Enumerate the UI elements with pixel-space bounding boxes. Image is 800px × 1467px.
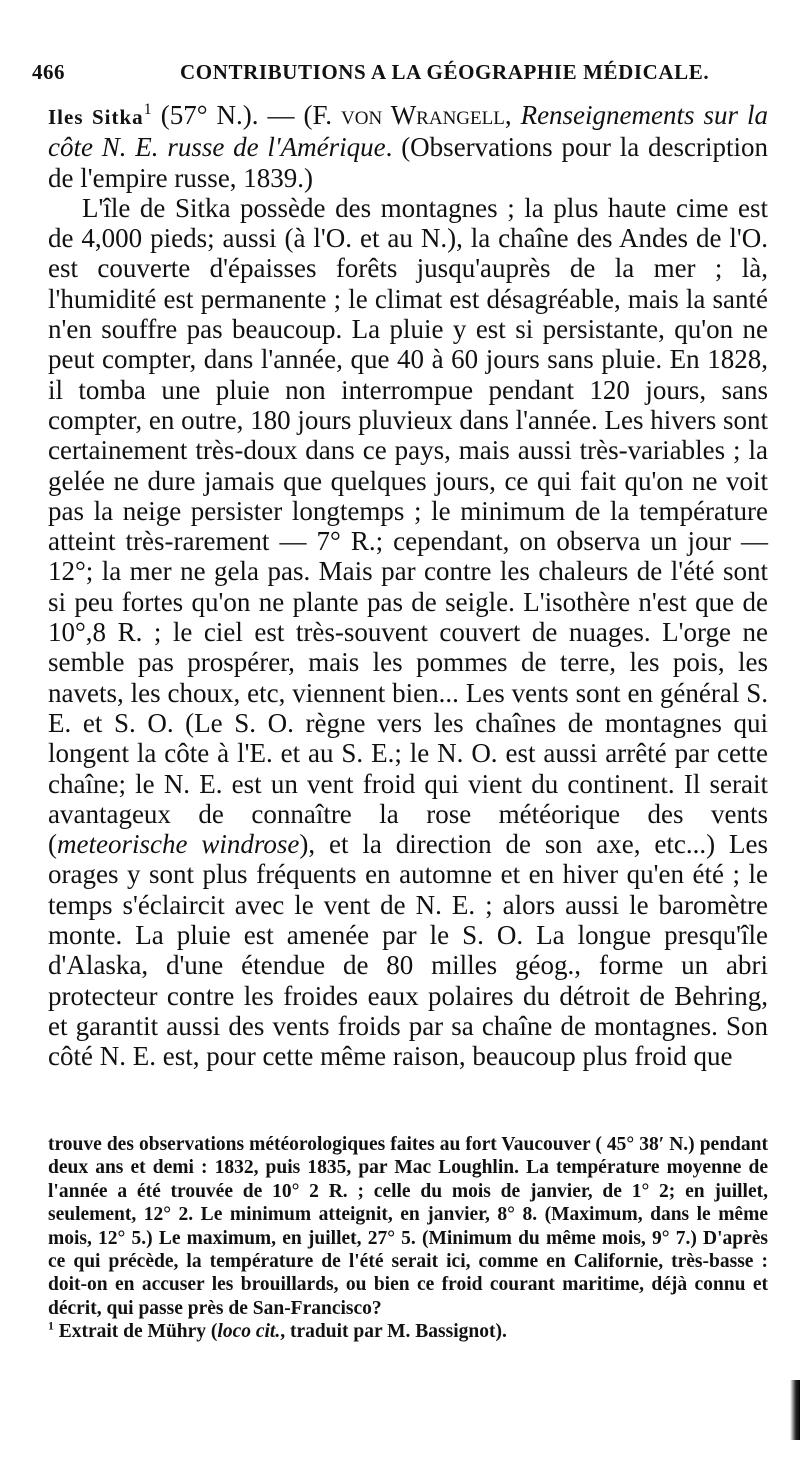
place-name: Iles Sitka (48, 105, 144, 129)
footnotes (48, 1133, 768, 1344)
footnote-ref: 1 (143, 100, 152, 118)
source-info: . (Observations pour la description de l'empire russe, 1839.) (48, 132, 768, 193)
footnote-number: 1 (48, 1319, 54, 1333)
latitude: (57° N.). — (F. (151, 100, 342, 130)
body-paragraph: L'île de Sitka possède des montagnes ; la plus haute cime est de 4,000 pieds; aussi (à l'O. et au N.), la chaîne des Andes de l'O. est couverte d'épaisses forêts jusqu'auprès de la mer ; là, l'humidité est permanente ; le climat est désagréable, mais la santé n'en souffre pas beaucoup. La pluie y est si persistante, qu'on ne peut compter, dans l'année, que 40 à 60 jours sans pluie. En 1828, il tomba une pluie non interrompue pendant 120 jours, sans compter, en outre, 180 jours pluvieux dans l'année. Les hivers sont certainement très-doux dans ce pays, mais aussi très-variables ; la gelée ne dure jamais que quelques jours, ce qui fait qu'on ne voit pas la neige persister longtemps ; le minimum de la température atteint très-rarement — 7° R.; cependant, on observa un jour — 12°; la mer ne gela pas. Mais par contre les chaleurs de l'été sont si peu fortes qu'on ne plante pas de seigle. L'isothère n'est que de 10°,8 R. ; le ciel est très-souvent couvert de nuages. L'orge ne semble pas prospérer, mais les pommes de terre, les pois, les navets, les choux, etc, viennent bien... Les vents sont en général S. E. et S. O. (Le S. O. règne vers les chaînes de montagnes qui longent la côte à l'E. et au S. E.; le N. O. est aussi arrêté par cette chaîne; le N. E. est un vent froid qui vient du continent. Il serait avantageux de connaître la rose météorique des vents (meteorische windrose), et la direction de son axe, etc...) Les orages y sont plus fréquents en automne et en hiver qu'en été ; le temps s'éclaircit avec le vent de N. E. ; alors aussi le baromètre monte. La pluie est amenée par le S. O. La longue presqu'île d'Alaska, d'une étendue de 80 milles géog., forme un abri protecteur contre les froides eaux polaires du détroit de Behring, et garantit aussi des vents froids par sa chaîne de montagnes. Son côté N. E. est, pour cette même raison, beaucoup plus froid que (48, 192, 768, 1072)
page-number: 466 (32, 60, 65, 84)
german-term: meteorische windrose (57, 829, 300, 860)
scan-edge-shadow (790, 1380, 800, 1440)
footnote-continuation: trouve des observations météorologiques faites au fort Vaucouver ( 45° 38′ N.) pendant deux ans et demi : 1832, puis 1835, par Mac Loughlin. La température moyenne de l'année a été trouvée de 10° 2 R. ; celle du mois de janvier, de 1° 2; en juillet, seulement, 12° 2. Le minimum atteignit, en janvier, 8° 8. (Maximum, dans le même mois, 12° 5.) Le maximum, en juillet, 27° 5. (Minimum du même mois, 9° 7.) D'après ce qui précède, la température de l'été serait ici, comme en Californie, très-basse : doit-on en accuser les brouillards, ou bien ce froid courant maritime, déjà connu et décrit, qui passe près de San-Francisco? (48, 1134, 768, 1319)
author-name: von Wrangell (341, 100, 505, 130)
entry-heading: Iles Sitka$^1$ (57° N.). — (F. von Wrangell, Renseignements sur la côte N. E. russe de l'Amérique. (Observations pour la description de l'empire russe, 1839.) (48, 100, 768, 193)
page-header (30, 60, 770, 94)
loco-cit: loco cit. (217, 1321, 281, 1343)
running-title: CONTRIBUTIONS A LA GÉOGRAPHIE MÉDICALE. (180, 60, 710, 84)
main-text (48, 100, 768, 1072)
footnote-1: $^1$ Extrait de Mühry (loco cit., traduit par M. Bassignot). (48, 1319, 507, 1343)
work-title: Renseignements sur la côte N. E. russe de l'Amérique (48, 100, 768, 163)
